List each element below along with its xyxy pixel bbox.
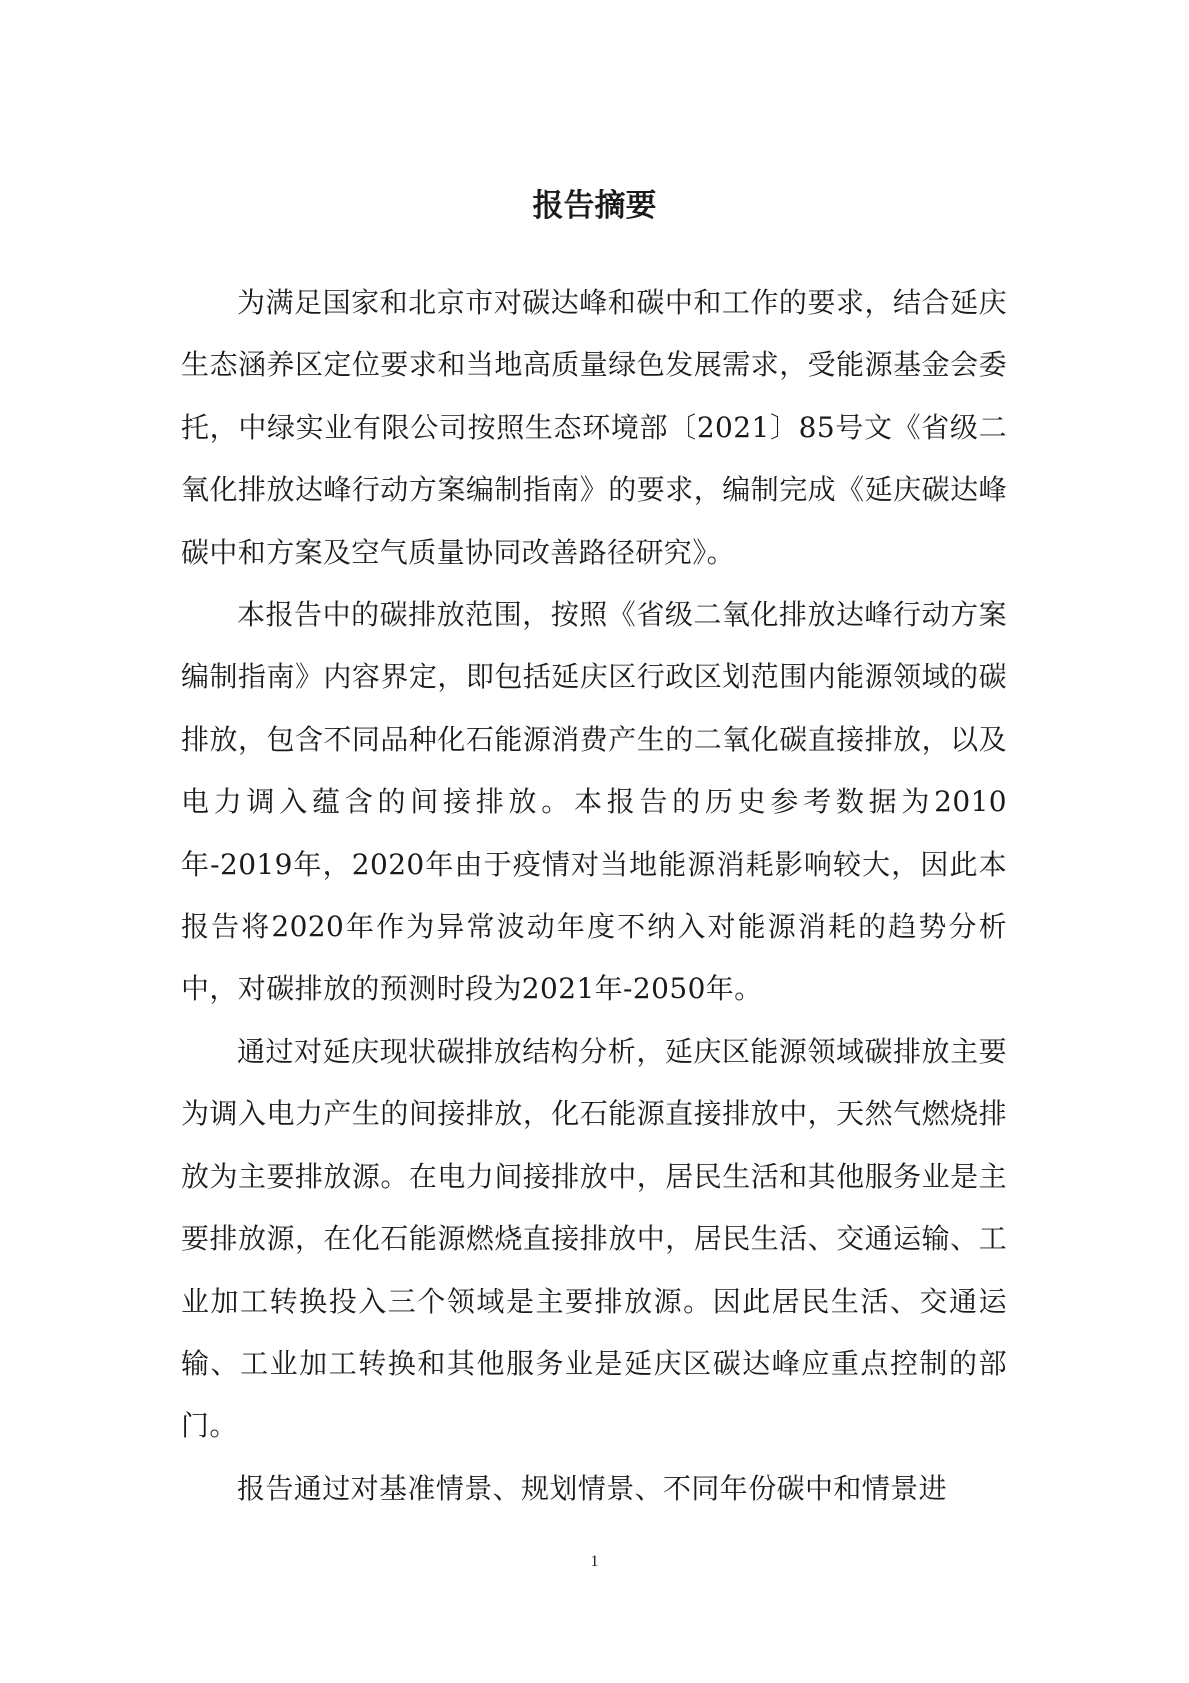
paragraph-3: 通过对延庆现状碳排放结构分析，延庆区能源领域碳排放主要为调入电力产生的间接排放，化石能源直接排放中，天然气燃烧排放为主要排放源。在电力间接排放中，居民生活和其他服务业是主要排放源，在化石能源燃烧直接排放中，居民生活、交通运输、工业加工转换投入三个领域是主要排放源。因此居民生活、交通运输、工业加工转换和其他服务业是延庆区碳达峰应重点控制的部门。 xyxy=(181,1034,1007,1443)
body-text xyxy=(181,272,1007,1520)
page-number: 1 xyxy=(590,1553,599,1570)
paragraph-4: 报告通过对基准情景、规划情景、不同年份碳中和情景进 xyxy=(237,1471,948,1505)
page-title: 报告摘要 xyxy=(532,188,657,224)
paragraph-2: 本报告中的碳排放范围，按照《省级二氧化排放达峰行动方案编制指南》内容界定，即包括延庆区行政区划范围内能源领域的碳排放，包含不同品种化石能源消费产生的二氧化碳直接排放，以及电力调入蕴含的间接排放。本报告的历史参考数据为2010年-2019年，2020年由于疫情对当地能源消耗影响较大，因此本报告将2020年作为异常波动年度不纳入对能源消耗的趋势分析中，对碳排放的预测时段为2021年-2050年。 xyxy=(181,598,1007,1006)
paragraph-1: 为满足国家和北京市对碳达峰和碳中和工作的要求，结合延庆生态涵养区定位要求和当地高质量绿色发展需求，受能源基金会委托，中绿实业有限公司按照生态环境部〔2021〕85号文《省级二氧化排放达峰行动方案编制指南》的要求，编制完成《延庆碳达峰碳中和方案及空气质量协同改善路径研究》。 xyxy=(181,286,1007,569)
